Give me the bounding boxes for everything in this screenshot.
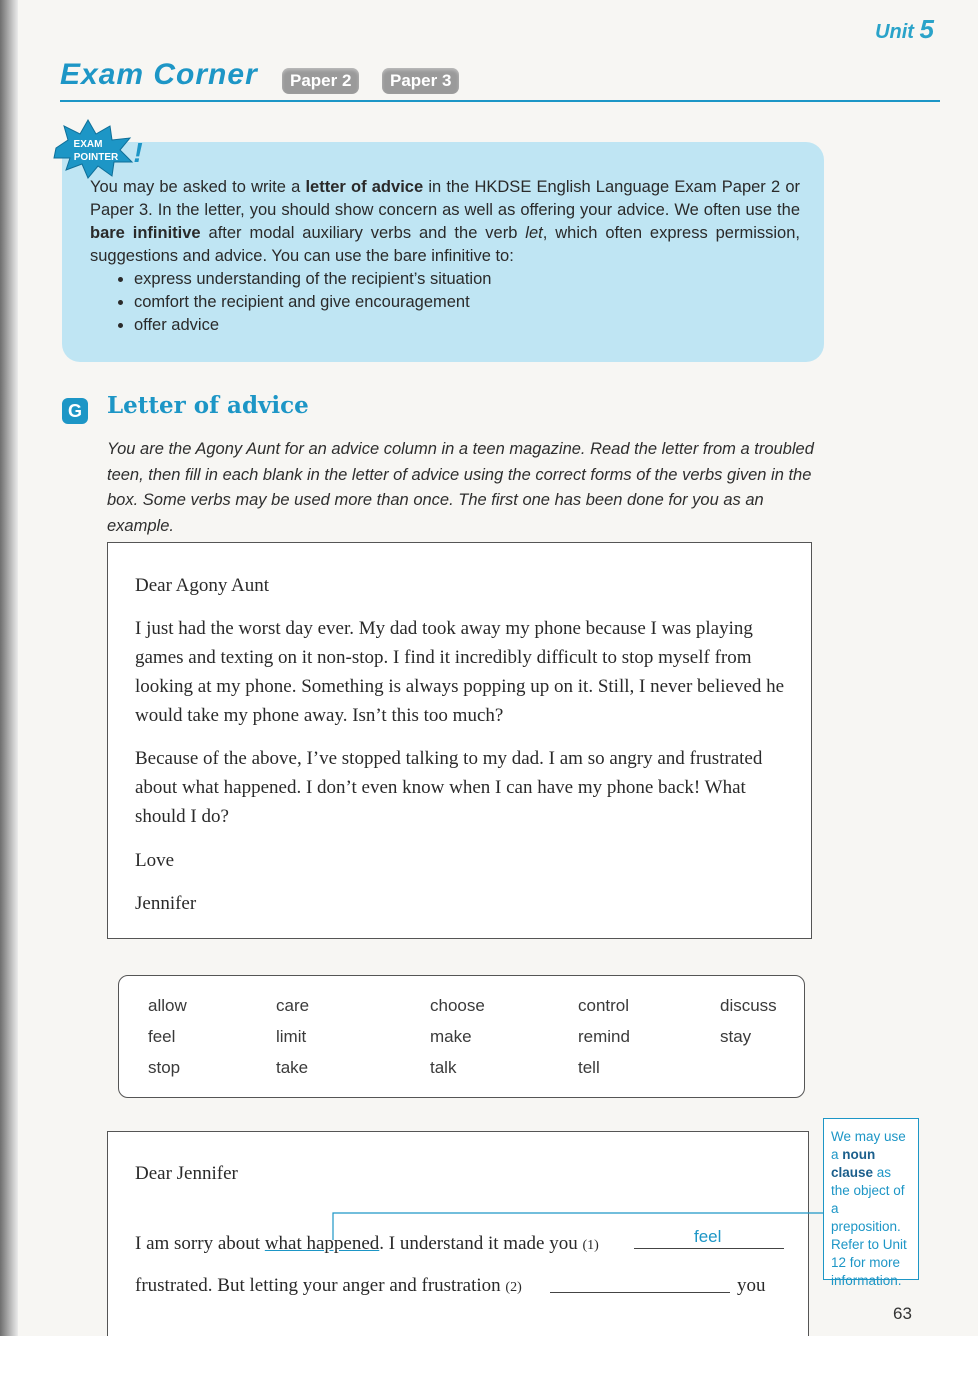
teen-letter-closing: Love <box>135 850 175 871</box>
reply-letter-line-2: frustrated. But letting your anger and frustration (2) <box>135 1275 522 1296</box>
verb-word: tell <box>578 1058 600 1077</box>
unit-number: 5 <box>919 14 934 44</box>
exam-pointer-text <box>90 176 800 337</box>
reply-letter-line-2-end: you <box>737 1275 766 1296</box>
exam-pointer-burst-icon <box>46 118 158 182</box>
pointer-badge-line1: EXAM <box>73 139 103 150</box>
bullet-item: • offer advice <box>134 314 800 337</box>
answer-blank-2[interactable] <box>550 1292 730 1293</box>
verb-word: control <box>578 996 630 1015</box>
verb-word: care <box>276 996 310 1015</box>
unit-label <box>875 14 934 45</box>
teen-letter-paragraph-2: Because of the above, I’ve stopped talking to my dad. I am so angry and frustrated about what happened. I don’t even know when I can have my phone back! What should I do? <box>135 748 763 827</box>
verb-word: take <box>276 1058 309 1077</box>
teen-letter-box <box>107 542 812 939</box>
paper-3-badge: Paper 3 <box>382 68 459 94</box>
verb-word: discuss <box>720 996 777 1015</box>
exam-pointer-bullets <box>90 268 800 337</box>
noun-clause-highlight: what happened <box>264 1233 380 1254</box>
reply-letter-box <box>107 1131 809 1371</box>
verb-word: make <box>430 1027 472 1046</box>
page-bottom-margin <box>0 1336 978 1383</box>
note-connector-line <box>330 1210 825 1242</box>
verb-word: limit <box>276 1027 307 1046</box>
verb-word: choose <box>430 996 485 1015</box>
verb-word: stop <box>148 1058 181 1077</box>
exam-pointer-paragraph: You may be asked to write a letter of advice in the HKDSE English Language Exam Paper 2 or Paper 3. In the letter, you should show concern as well as offering your advice. We often use the bare infinitive after modal auxiliary verbs and the verb let, which often express permission, suggestions and advice. You can use the bare infinitive to: <box>90 178 801 265</box>
blank-number: (1) <box>582 1238 599 1253</box>
verb-word-box <box>118 975 805 1098</box>
verb-word: allow <box>148 996 187 1015</box>
section-letter-badge: G <box>62 398 88 424</box>
blank-number: (2) <box>505 1280 522 1295</box>
teen-letter-signature: Jennifer <box>135 893 197 914</box>
verb-word: talk <box>430 1058 457 1077</box>
page-number: 63 <box>893 1304 912 1323</box>
answer-blank-1-example: feel <box>694 1227 722 1246</box>
grammar-side-note: We may use a noun clause as the object of a preposition. Refer to Unit 12 for more information. <box>823 1118 919 1280</box>
title-divider <box>60 100 940 102</box>
reply-letter-greeting: Dear Jennifer <box>135 1163 238 1184</box>
bullet-item: • comfort the recipient and give encouragement <box>134 291 800 314</box>
paper-2-badge: Paper 2 <box>282 68 359 94</box>
section-instructions: You are the Agony Aunt for an advice column in a teen magazine. Read the letter from a troubled teen, then fill in each blank in the letter of advice using the correct forms of the verbs given in the box. Some verbs may be used more than once. The first one has been done for you as an example. <box>107 440 814 535</box>
answer-blank-1[interactable] <box>634 1248 784 1249</box>
exam-corner-title: Exam Corner <box>60 58 258 91</box>
verb-word: feel <box>148 1027 176 1046</box>
reply-letter-line-1: I am sorry about what happened. I understand it made you (1) <box>135 1233 599 1254</box>
bullet-item: • express understanding of the recipient’s situation <box>134 268 800 291</box>
verb-word: remind <box>578 1027 630 1046</box>
pointer-badge-line2: POINTER <box>73 152 119 163</box>
section-title: Letter of advice <box>107 392 309 419</box>
verb-word: stay <box>720 1027 752 1046</box>
teen-letter-greeting: Dear Agony Aunt <box>135 575 270 596</box>
book-spine-shadow <box>0 0 18 1340</box>
unit-word: Unit <box>875 21 914 43</box>
exclamation-icon: ! <box>133 137 143 168</box>
teen-letter-paragraph-1: I just had the worst day ever. My dad took away my phone because I was playing games and texting on it non-stop. I find it incredibly difficult to stop myself from looking at my phone. Something is always popping up on it. Still, I never believed he would take my phone away. Isn’t this too much? <box>135 618 785 726</box>
